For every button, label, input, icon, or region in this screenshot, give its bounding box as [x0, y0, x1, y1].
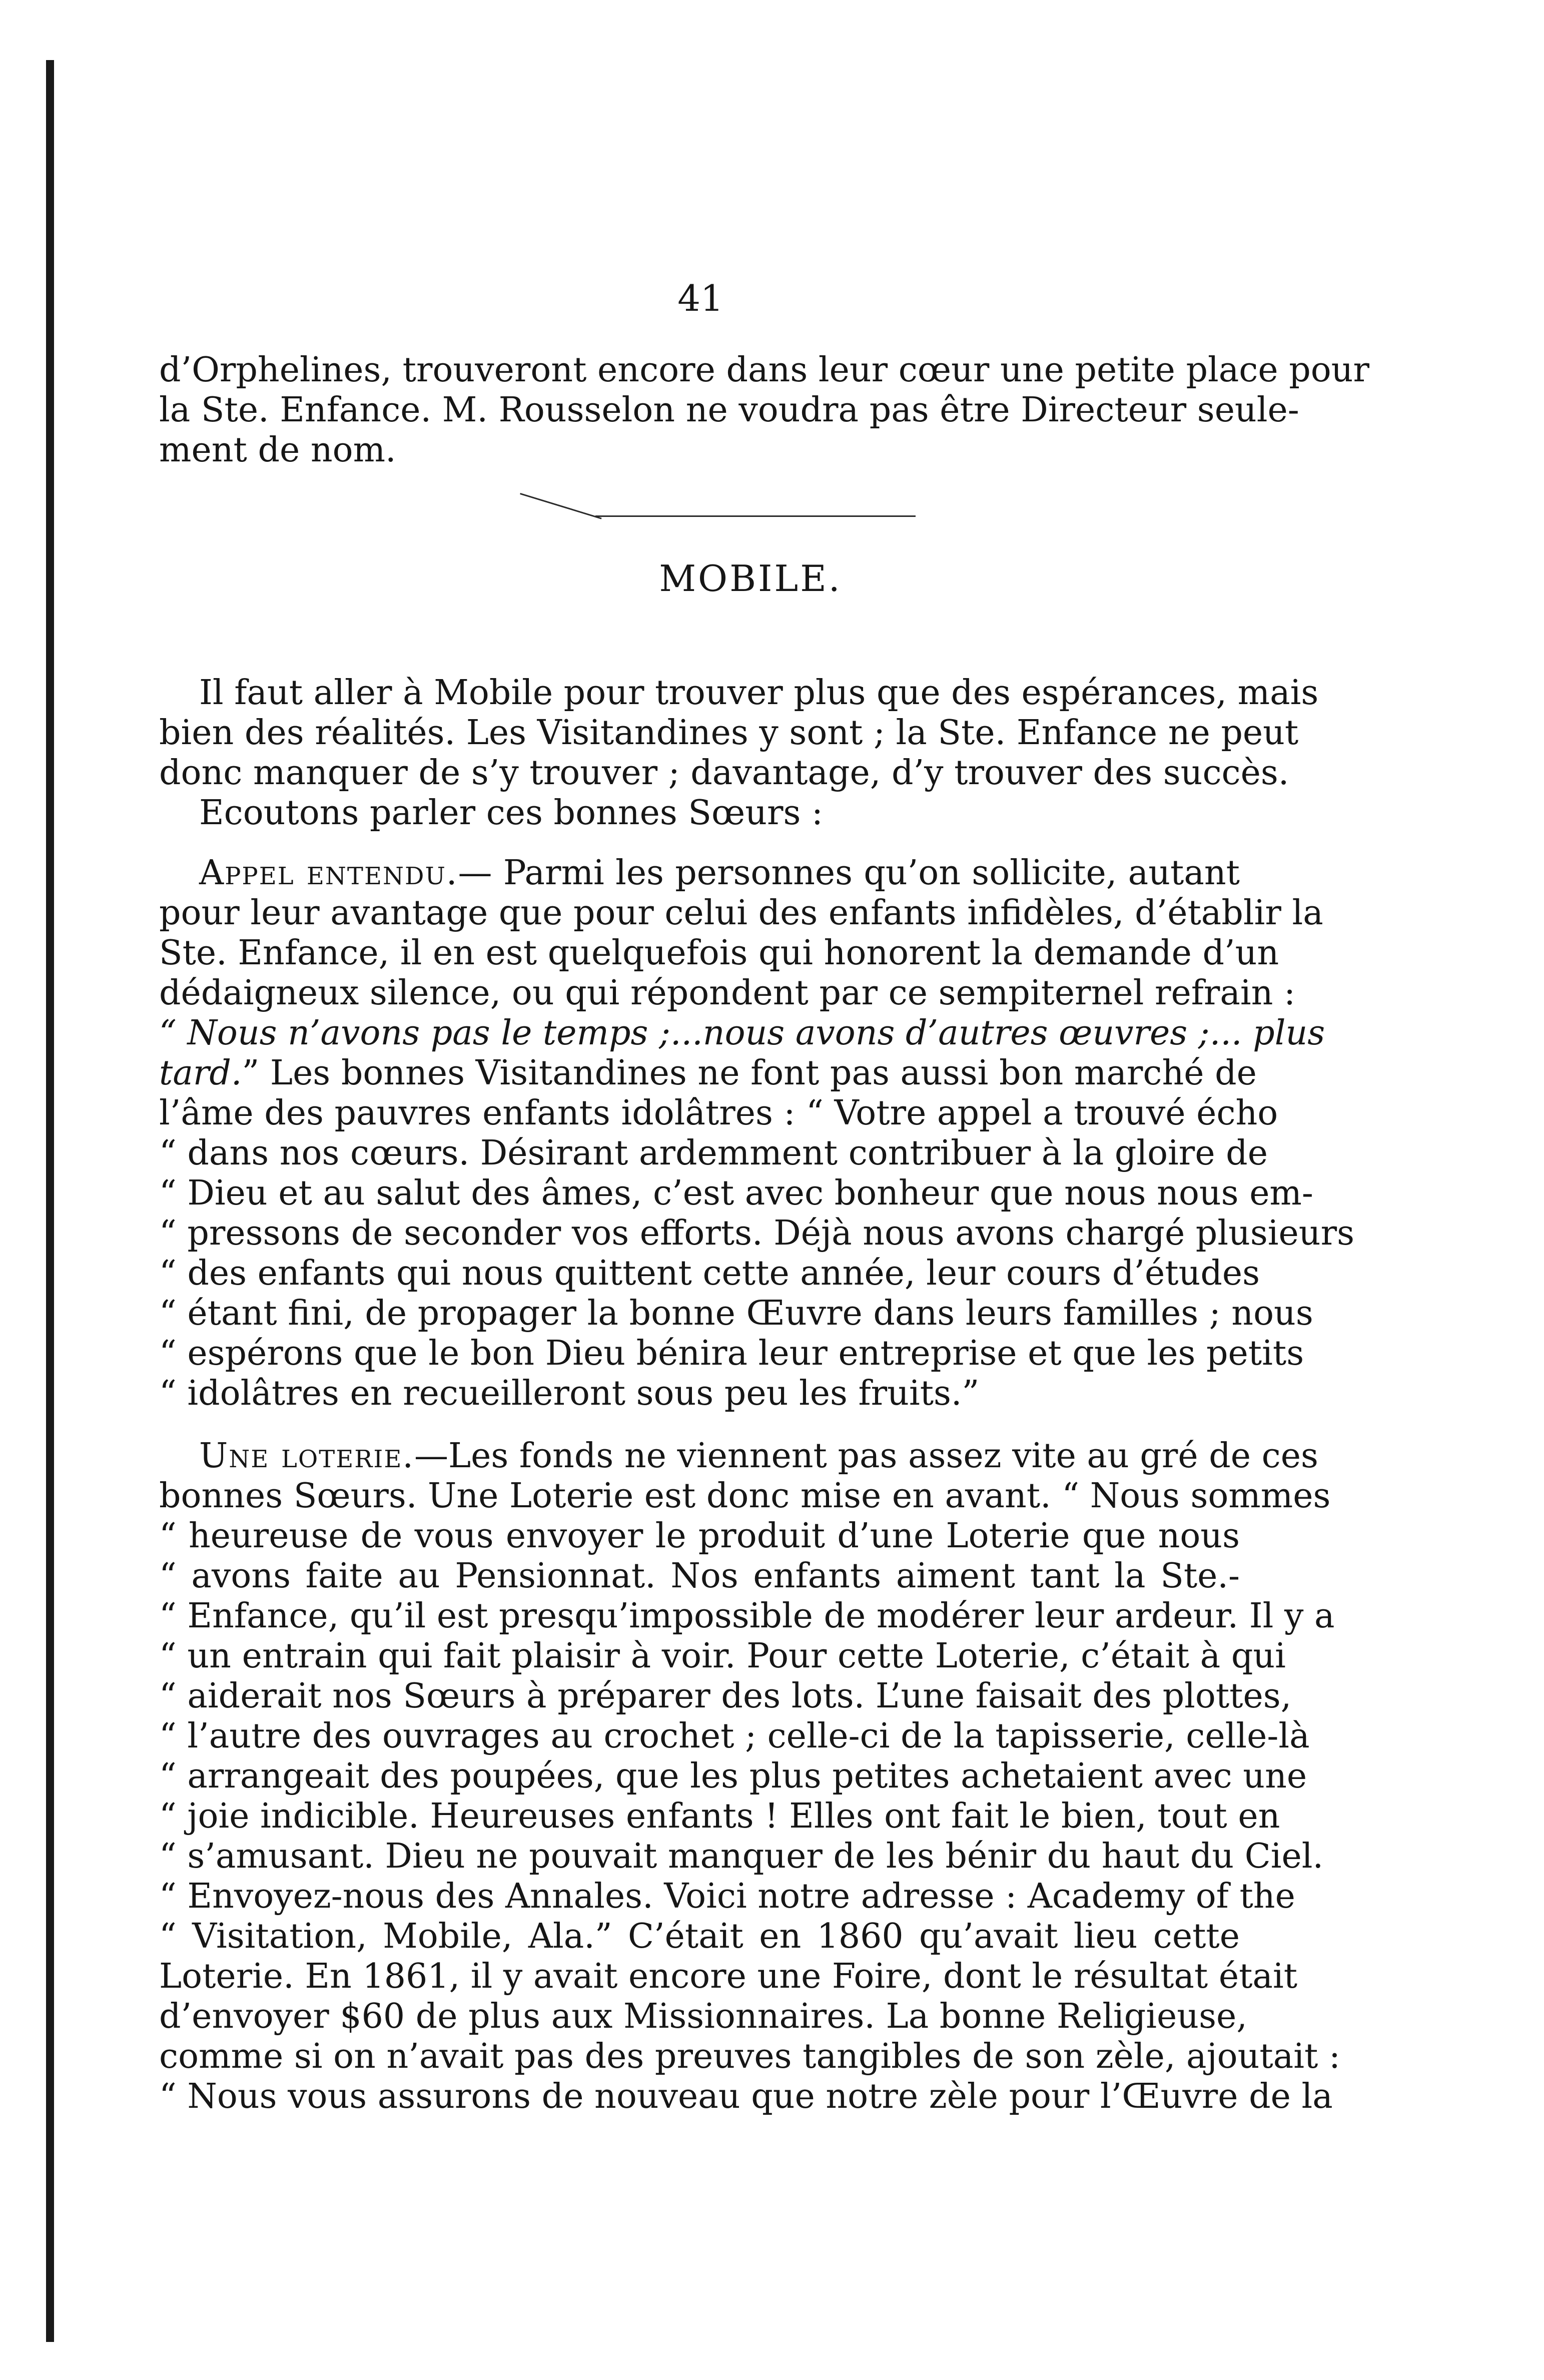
paragraph-continuation: [159, 350, 1369, 470]
text-line: “ pressons de seconder vos efforts. Déjà nous avons chargé plusieurs: [159, 1214, 1354, 1253]
run-in-heading: Une loterie.: [199, 1436, 414, 1476]
page-binding-edge: [46, 60, 54, 2342]
text-line: l’âme des pauvres enfants idolâtres : “ Votre appel a trouvé écho: [159, 1093, 1278, 1133]
text-line: [159, 853, 1240, 893]
section-divider-rule: [595, 515, 916, 517]
run-in-heading: Appel entendu.: [199, 853, 458, 893]
text-line: “ un entrain qui fait plaisir à voir. Pour cette Loterie, c’était à qui: [159, 1636, 1286, 1676]
text-line: “ avons faite au Pensionnat. Nos enfants aiment tant la Ste.-: [159, 1556, 1240, 1596]
text-line: “ aiderait nos Sœurs à préparer des lots. L’une faisait des plottes,: [159, 1676, 1292, 1716]
text-run: — Parmi les personnes qu’on sollicite, autant: [458, 853, 1240, 893]
text-line: [159, 1436, 1318, 1476]
text-line: “ Enfance, qu’il est presqu’impossible de modérer leur ardeur. Il y a: [159, 1596, 1335, 1636]
text-line: Il faut aller à Mobile pour trouver plus que des espérances, mais: [199, 673, 1319, 713]
text-run: ” Les bonnes Visitandines ne font pas aussi bon marché de: [242, 1053, 1257, 1093]
text-line: “ dans nos cœurs. Désirant ardemment contribuer à la gloire de: [159, 1133, 1268, 1173]
section-divider-flourish: [520, 493, 601, 519]
text-line: “ arrangeait des poupées, que les plus petites achetaient avec une: [159, 1756, 1307, 1796]
text-line: “ Envoyez-nous des Annales. Voici notre adresse : Academy of the: [159, 1877, 1295, 1916]
text-line: “ heureuse de vous envoyer le produit d’une Loterie que nous: [159, 1516, 1240, 1556]
section-title: MOBILE.: [659, 557, 842, 600]
text-line: “ idolâtres en recueilleront sous peu les fruits.”: [159, 1374, 980, 1413]
text-line: bien des réalités. Les Visitandines y sont ; la Ste. Enfance ne peut: [159, 713, 1299, 753]
text-line: pour leur avantage que pour celui des enfants infidèles, d’établir la: [159, 893, 1323, 933]
text-line: d’envoyer $60 de plus aux Missionnaires. La bonne Religieuse,: [159, 1997, 1247, 2036]
italic-quote: “ Nous n’avons pas le temps ;...nous avons d’autres œuvres ;... plus: [159, 1013, 1325, 1053]
text-line: dédaigneux silence, ou qui répondent par ce sempiternel refrain :: [159, 973, 1295, 1013]
paragraph-mobile: [159, 673, 1319, 833]
italic-quote: tard.: [159, 1053, 242, 1093]
text-line: d’Orphelines, trouveront encore dans leur cœur une petite place pour: [159, 350, 1369, 390]
text-line: “ espérons que le bon Dieu bénira leur entreprise et que les petits: [159, 1334, 1304, 1373]
page-number: 41: [677, 277, 723, 319]
text-line: comme si on n’avait pas des preuves tangibles de son zèle, ajoutait :: [159, 2037, 1340, 2076]
text-line: Ecoutons parler ces bonnes Sœurs :: [199, 793, 823, 833]
paragraph-appel-entendu: [159, 853, 1354, 1414]
text-line: “ Dieu et au salut des âmes, c’est avec bonheur que nous nous em-: [159, 1173, 1313, 1213]
text-line: “ des enfants qui nous quittent cette année, leur cours d’études: [159, 1254, 1260, 1293]
text-line: ment de nom.: [159, 430, 396, 470]
paragraph-une-loterie: [159, 1436, 1340, 2117]
text-line: [159, 1013, 1325, 1053]
text-run: —Les fonds ne viennent pas assez vite au gré de ces: [414, 1436, 1318, 1476]
text-line: “ Nous vous assurons de nouveau que notre zèle pour l’Œuvre de la: [159, 2077, 1333, 2116]
text-line: Loterie. En 1861, il y avait encore une Foire, dont le résultat était: [159, 1957, 1298, 1996]
text-line: “ l’autre des ouvrages au crochet ; celle-ci de la tapisserie, celle-là: [159, 1716, 1310, 1756]
text-line: “ s’amusant. Dieu ne pouvait manquer de les bénir du haut du Ciel.: [159, 1837, 1324, 1876]
text-line: bonnes Sœurs. Une Loterie est donc mise en avant. “ Nous sommes: [159, 1476, 1331, 1516]
text-line: Ste. Enfance, il en est quelquefois qui honorent la demande d’un: [159, 933, 1279, 973]
text-line: “ joie indicible. Heureuses enfants ! Elles ont fait le bien, tout en: [159, 1797, 1280, 1836]
text-line: “ étant fini, de propager la bonne Œuvre dans leurs familles ; nous: [159, 1294, 1313, 1333]
text-line: “ Visitation, Mobile, Ala.” C’était en 1860 qu’avait lieu cette: [159, 1917, 1240, 1956]
text-line: donc manquer de s’y trouver ; davantage, d’y trouver des succès.: [159, 753, 1289, 793]
text-line: la Ste. Enfance. M. Rousselon ne voudra pas être Directeur seule-: [159, 390, 1299, 430]
text-line: [159, 1053, 1257, 1093]
